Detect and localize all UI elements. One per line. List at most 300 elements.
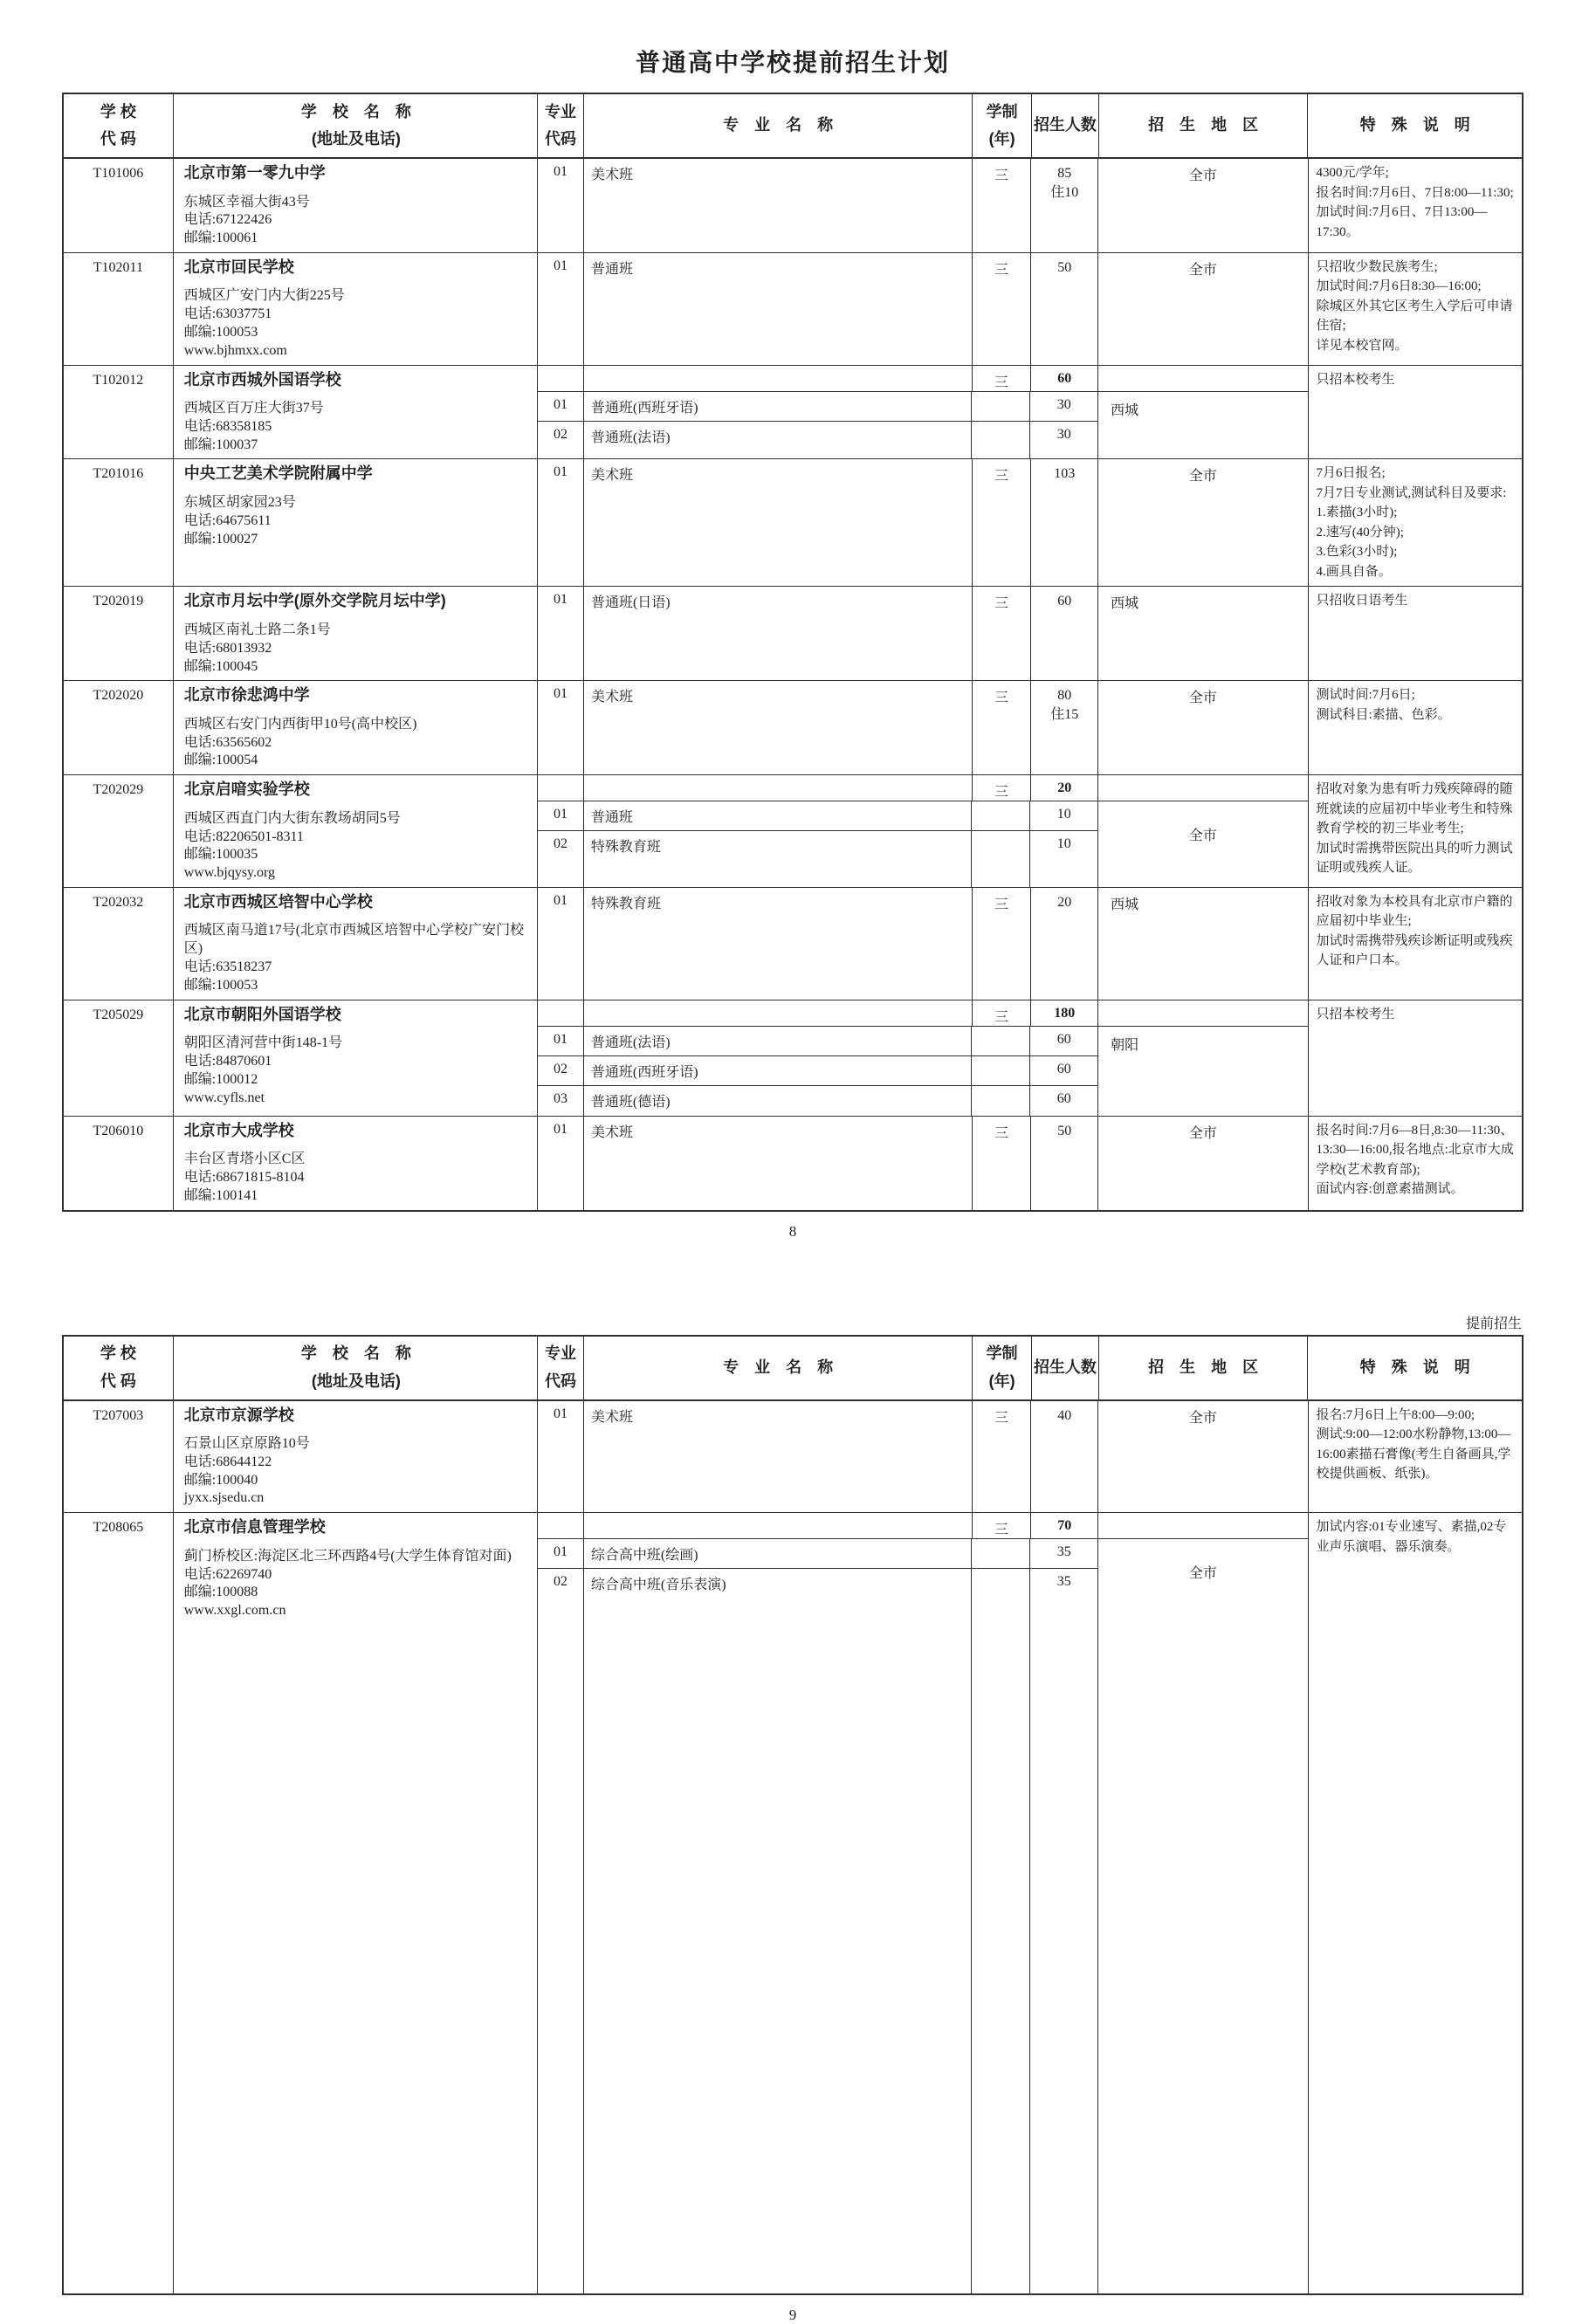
school-address <box>184 287 528 360</box>
header-major-code-label: 专业 <box>545 102 577 120</box>
address-line: 邮编:100045 <box>183 658 258 674</box>
school-name: 中央工艺美术学院附属中学 <box>183 464 373 483</box>
header-school-code <box>64 94 174 157</box>
school-row <box>64 459 1522 587</box>
address-line: 邮编:100040 <box>183 1472 258 1488</box>
enroll-value: 80 <box>1057 688 1072 704</box>
school-row <box>64 159 1522 253</box>
header-major-name <box>584 94 973 157</box>
header-duration-label: 学制 <box>986 102 1018 120</box>
note-line: 测试:9:00—12:00水粉静物,13:00—16:00素描石膏像(考生自备画具,学校提供画板、纸张)。 <box>1316 1427 1511 1482</box>
note-line: 加试时需携带医院出具的听力测试证明或残疾人证。 <box>1316 841 1513 876</box>
header-duration <box>973 94 1032 157</box>
duration-cell <box>972 422 1031 459</box>
address-line: 蓟门桥校区:海淀区北三环西路4号(大学生体育馆对面) <box>183 1548 512 1564</box>
duration-cell: 三 <box>973 1513 1032 1538</box>
region-cell: 全市 <box>1188 1410 1217 1426</box>
school-code: T205029 <box>93 1007 144 1022</box>
duration-cell <box>972 1086 1031 1116</box>
school-row <box>64 1000 1522 1117</box>
address-line: 电话:84870601 <box>183 1053 272 1069</box>
header-major-code-label: 代码 <box>545 1372 577 1390</box>
majors-area <box>538 1117 1308 1210</box>
major-name-cell: 美术班 <box>584 681 973 774</box>
address-line: 邮编:100088 <box>183 1585 258 1600</box>
major-name-cell: 普通班(法语) <box>584 422 972 459</box>
header-region <box>1099 94 1309 157</box>
majors-list <box>538 801 1098 887</box>
duration-cell <box>972 392 1031 421</box>
duration-cell <box>972 1539 1031 1568</box>
header-region-label: 招 生 地 区 <box>1148 116 1259 134</box>
enroll-cell <box>1031 253 1098 365</box>
notes-cell <box>1309 1401 1523 1513</box>
note-line: 报名时间:7月6日、7日8:00—11:30; <box>1316 185 1514 200</box>
note-line: 加试内容:01专业速写、素描,02专业声乐演唱、器乐演奏。 <box>1316 1520 1507 1554</box>
enroll-cell: 60 <box>1056 1061 1071 1076</box>
header-school-name <box>174 94 538 157</box>
note-line: 7月7日专业测试,测试科目及要求: <box>1316 485 1507 500</box>
school-name-cell <box>174 1513 538 2293</box>
school-address <box>184 1435 528 1508</box>
table-header-row <box>64 1337 1522 1401</box>
enroll-value: 住10 <box>1050 184 1079 200</box>
note-line: 加试时间:7月6日8:30—16:00; <box>1316 279 1482 294</box>
notes-cell <box>1309 1000 1523 1116</box>
address-line: 电话:62269740 <box>183 1566 272 1582</box>
school-code-cell <box>64 681 174 774</box>
majors-area <box>538 1000 1308 1116</box>
header-duration <box>973 1337 1032 1399</box>
major-code-cell: 01 <box>538 1401 584 1513</box>
enroll-value: 50 <box>1057 1123 1072 1138</box>
school-code: T202020 <box>93 688 144 704</box>
school-name-cell <box>174 775 538 887</box>
address-line: 邮编:100053 <box>183 977 258 993</box>
address-line: 电话:68671815-8104 <box>183 1169 305 1185</box>
header-major-name <box>584 1337 973 1399</box>
region-cell: 全市 <box>1188 1125 1217 1141</box>
school-name: 北京市朝阳外国语学校 <box>183 1005 341 1023</box>
major-row <box>538 1569 1097 2293</box>
address-line: 邮编:100061 <box>183 230 258 246</box>
duration-cell <box>972 831 1031 887</box>
enroll-cell: 35 <box>1056 1544 1071 1560</box>
school-address <box>184 1151 528 1205</box>
address-line: 电话:63518237 <box>183 959 272 975</box>
page-title: 普通高中学校提前招生计划 <box>635 49 950 76</box>
notes-cell <box>1309 775 1523 887</box>
major-name-cell: 特殊教育班 <box>584 888 973 1000</box>
address-line: www.cyfls.net <box>183 1090 265 1105</box>
region-cell: 全市 <box>1188 168 1217 183</box>
duration-cell: 三 <box>973 587 1032 680</box>
header-major-name-label: 专 业 名 称 <box>723 1358 834 1376</box>
header-special-notes-label: 特 殊 说 明 <box>1359 116 1470 134</box>
majors-sub-area <box>538 1539 1307 2293</box>
school-name: 北京市月坛中学(原外交学院月坛中学) <box>183 592 446 610</box>
note-line: 4300元/学年; <box>1316 166 1389 180</box>
admission-table-page-9 <box>62 1335 1524 2295</box>
address-line: 西城区西直门内大街东教场胡同5号 <box>183 810 401 826</box>
enroll-cell: 10 <box>1056 836 1071 852</box>
major-code-cell: 02 <box>538 831 584 887</box>
address-line: 电话:67122426 <box>183 212 272 228</box>
header-school-name-label: 学 校 名 称 <box>300 102 411 120</box>
major-row <box>538 1539 1097 1569</box>
major-code-cell: 01 <box>538 587 584 680</box>
major-code-cell <box>538 366 584 391</box>
school-code-cell <box>64 253 174 365</box>
major-row <box>538 392 1097 422</box>
school-address <box>184 922 528 994</box>
enroll-total-cell: 20 <box>1031 775 1098 801</box>
note-line: 除城区外其它区考生入学后可申请住宿; <box>1316 299 1513 333</box>
major-row <box>538 1056 1097 1086</box>
header-school-code <box>64 1337 174 1399</box>
header-school-code-label: 学 校 <box>100 102 136 120</box>
majors-area <box>538 159 1308 252</box>
major-code-cell: 01 <box>538 1027 584 1055</box>
note-line: 报名:7月6日上午8:00—9:00; <box>1316 1407 1475 1422</box>
school-address <box>184 1035 528 1107</box>
school-code-cell <box>64 587 174 680</box>
enroll-value: 60 <box>1057 594 1072 609</box>
school-address <box>184 716 528 770</box>
enroll-cell <box>1031 159 1098 252</box>
note-line: 招收对象为患有听力残疾障碍的随班就读的应届初中毕业考生和特殊教育学校的初三毕业考生; <box>1316 782 1513 836</box>
enroll-value: 20 <box>1057 894 1072 910</box>
note-line: 面试内容:创意素描测试。 <box>1316 1182 1464 1197</box>
major-summary-row <box>538 1000 1307 1027</box>
admission-table-page-8 <box>62 93 1524 1212</box>
header-major-code <box>538 94 584 157</box>
major-row <box>538 888 1307 1000</box>
note-line: 2.速写(40分钟); <box>1316 525 1404 540</box>
note-line: 只招收日语考生 <box>1316 594 1408 609</box>
major-name-cell <box>584 1000 973 1026</box>
majors-area <box>538 888 1308 1000</box>
header-duration-label: 学制 <box>986 1344 1018 1363</box>
major-code-cell: 01 <box>538 1117 584 1210</box>
admission-table <box>62 1335 1524 2295</box>
address-line: 朝阳区清河营中街148-1号 <box>183 1035 343 1051</box>
majors-area <box>538 1401 1308 1513</box>
notes-cell <box>1309 587 1523 680</box>
duration-cell <box>972 1569 1031 2293</box>
header-school-name <box>174 1337 538 1399</box>
enroll-cell: 60 <box>1056 1031 1071 1047</box>
major-name-cell: 综合高中班(音乐表演) <box>584 1569 972 2293</box>
major-code-cell: 02 <box>538 422 584 459</box>
note-line: 测试时间:7月6日; <box>1316 688 1415 703</box>
majors-area <box>538 459 1308 586</box>
header-school-code-label: 代 码 <box>100 1372 136 1390</box>
duration-cell: 三 <box>973 1401 1032 1513</box>
school-address <box>184 622 528 676</box>
address-line: 邮编:100037 <box>183 437 258 452</box>
major-row <box>538 253 1307 365</box>
notes-cell <box>1309 888 1523 1000</box>
header-school-name-label: 学 校 名 称 <box>300 1344 411 1363</box>
majors-list <box>538 1027 1098 1116</box>
header-school-name-label: (地址及电话) <box>311 130 401 148</box>
major-name-cell: 美术班 <box>584 1401 973 1513</box>
address-line: www.bjqysy.org <box>183 865 276 881</box>
school-row <box>64 888 1522 1000</box>
note-line: 4.画具自备。 <box>1316 564 1392 579</box>
major-name-cell: 特殊教育班 <box>584 831 972 887</box>
major-code-cell: 03 <box>538 1086 584 1116</box>
major-row <box>538 1027 1097 1056</box>
header-region <box>1099 1337 1309 1399</box>
header-special-notes <box>1308 1337 1522 1399</box>
enroll-value: 40 <box>1057 1407 1072 1423</box>
school-code-cell <box>64 159 174 252</box>
school-address <box>184 400 528 454</box>
major-name-cell <box>584 366 973 391</box>
note-line: 只招收少数民族考生; <box>1316 259 1438 274</box>
majors-area <box>538 587 1308 680</box>
corner-label: 提前招生 <box>1465 1316 1522 1331</box>
school-row <box>64 1117 1522 1210</box>
school-name-cell <box>174 1117 538 1210</box>
school-code: T208065 <box>93 1520 144 1536</box>
school-name-cell <box>174 253 538 365</box>
school-code: T207003 <box>93 1407 144 1423</box>
region-cell: 全市 <box>1188 469 1217 485</box>
school-code-cell <box>64 366 174 459</box>
school-row <box>64 587 1522 681</box>
major-name-cell <box>584 1513 973 1538</box>
note-line: 报名时间:7月6—8日,8:30—11:30、13:30—16:00,报名地点:北京市大成学校(艺术教育部); <box>1316 1123 1514 1177</box>
address-line: 电话:64675611 <box>183 512 272 528</box>
school-name-cell <box>174 159 538 252</box>
duration-cell: 三 <box>973 159 1032 252</box>
enroll-value: 50 <box>1057 259 1072 275</box>
duration-cell: 三 <box>973 775 1032 801</box>
page-number: 8 <box>788 1222 797 1240</box>
major-code-cell <box>538 1513 584 1538</box>
major-row <box>538 1401 1307 1513</box>
enroll-cell <box>1031 587 1098 680</box>
header-major-name-label: 专 业 名 称 <box>723 116 834 134</box>
header-special-notes-label: 特 殊 说 明 <box>1359 1358 1470 1376</box>
address-line: 邮编:100053 <box>183 324 258 340</box>
majors-list <box>538 1539 1098 2293</box>
major-summary-row <box>538 1513 1307 1539</box>
header-school-code-label: 学 校 <box>100 1344 136 1363</box>
school-code: T102011 <box>93 259 143 275</box>
school-code: T202032 <box>93 894 144 910</box>
enroll-cell: 30 <box>1056 396 1071 412</box>
school-name-cell <box>174 587 538 680</box>
school-row <box>64 1513 1522 2293</box>
majors-area <box>538 366 1308 459</box>
major-name-cell: 普通班(西班牙语) <box>584 1056 972 1085</box>
school-code-cell <box>64 1000 174 1116</box>
notes-cell <box>1309 1117 1523 1210</box>
header-special-notes <box>1308 94 1522 157</box>
major-row <box>538 1086 1097 1116</box>
notes-cell <box>1309 459 1523 586</box>
note-line: 招收对象为本校具有北京市户籍的应届初中毕业生; <box>1316 894 1513 929</box>
school-name-cell <box>174 681 538 774</box>
school-name: 北京市第一零九中学 <box>183 164 326 182</box>
address-line: 邮编:100012 <box>183 1071 258 1087</box>
notes-cell <box>1309 681 1523 774</box>
majors-area <box>538 775 1308 887</box>
address-line: 西城区南马道17号(北京市西城区培智中心学校广安门校区) <box>183 923 525 957</box>
enroll-cell: 10 <box>1056 807 1071 822</box>
note-line: 7月6日报名; <box>1316 466 1386 481</box>
region-merged-cell: 朝阳 <box>1111 1037 1139 1053</box>
school-code-cell <box>64 1117 174 1210</box>
document-sheet <box>62 0 1524 2324</box>
enroll-value: 103 <box>1054 466 1076 482</box>
school-name: 北京市京源学校 <box>183 1406 294 1424</box>
address-line: 邮编:100035 <box>183 847 258 863</box>
address-line: 电话:68644122 <box>183 1454 272 1469</box>
duration-cell: 三 <box>973 253 1032 365</box>
school-code-cell <box>64 1401 174 1513</box>
majors-sub-area <box>538 1027 1307 1116</box>
school-name: 北京市西城区培智中心学校 <box>183 892 373 911</box>
major-name-cell: 普通班 <box>584 801 972 830</box>
major-name-cell: 普通班(法语) <box>584 1027 972 1055</box>
school-code: T202029 <box>93 782 144 798</box>
major-summary-row <box>538 366 1307 392</box>
region-cell: 西城 <box>1111 596 1139 612</box>
admission-table <box>62 93 1524 1212</box>
header-duration-label: (年) <box>988 130 1015 148</box>
header-school-name-label: (地址及电话) <box>311 1372 401 1390</box>
duration-cell <box>972 1056 1031 1085</box>
school-address <box>184 194 528 248</box>
majors-area <box>538 253 1308 365</box>
address-line: 邮编:100027 <box>183 531 258 547</box>
address-line: 西城区右安门内西街甲10号(高中校区) <box>183 716 417 732</box>
major-name-cell: 普通班(西班牙语) <box>584 392 972 421</box>
school-address <box>184 810 528 883</box>
major-row <box>538 831 1097 887</box>
major-name-cell: 普通班(日语) <box>584 587 973 680</box>
school-code: T101006 <box>93 166 144 181</box>
school-code: T102012 <box>93 372 144 388</box>
school-code: T206010 <box>93 1123 144 1138</box>
region-merged-cell: 西城 <box>1111 402 1139 418</box>
school-name: 北京市大成学校 <box>183 1121 294 1139</box>
duration-cell: 三 <box>973 1117 1032 1210</box>
enroll-total-cell: 180 <box>1031 1000 1098 1026</box>
major-code-cell: 01 <box>538 888 584 1000</box>
majors-sub-area <box>538 392 1307 459</box>
major-row <box>538 1117 1307 1210</box>
address-line: 电话:68358185 <box>183 418 272 434</box>
major-code-cell: 01 <box>538 1539 584 1568</box>
note-line: 3.色彩(3小时); <box>1316 545 1398 560</box>
school-code-cell <box>64 775 174 887</box>
majors-sub-area <box>538 801 1307 887</box>
enroll-total-cell: 60 <box>1031 366 1098 391</box>
address-line: 丰台区青塔小区C区 <box>183 1152 306 1167</box>
school-name-cell <box>174 1401 538 1513</box>
school-code-cell <box>64 888 174 1000</box>
note-line: 加试时需携带残疾诊断证明或残疾人证和户口本。 <box>1316 933 1513 968</box>
region-cell: 西城 <box>1111 897 1139 912</box>
enroll-cell <box>1031 1117 1098 1210</box>
note-line: 测试科目:素描、色彩。 <box>1316 707 1451 722</box>
major-name-cell: 美术班 <box>584 159 973 252</box>
enroll-cell <box>1031 459 1098 586</box>
majors-list <box>538 392 1098 459</box>
major-row <box>538 159 1307 252</box>
school-row <box>64 775 1522 888</box>
header-major-code-label: 专业 <box>545 1344 577 1363</box>
major-row <box>538 422 1097 459</box>
address-line: 西城区广安门内大街225号 <box>183 288 345 304</box>
duration-cell <box>972 1027 1031 1055</box>
table-header-row <box>64 94 1522 159</box>
major-code-cell: 02 <box>538 1569 584 2293</box>
duration-cell: 三 <box>973 681 1032 774</box>
enroll-cell: 35 <box>1056 1574 1071 1590</box>
header-enroll-count-label: 招生人数 <box>1033 1358 1097 1376</box>
address-line: 电话:68013932 <box>183 640 272 656</box>
duration-cell: 三 <box>973 459 1032 586</box>
address-line: 东城区胡家园23号 <box>183 494 296 510</box>
header-enroll-count <box>1032 94 1099 157</box>
header-school-code-label: 代 码 <box>100 130 136 148</box>
school-name: 北京市西城外国语学校 <box>183 370 341 388</box>
school-name-cell <box>174 366 538 459</box>
school-name: 北京市回民学校 <box>183 258 294 276</box>
major-code-cell <box>538 1000 584 1026</box>
majors-area <box>538 1513 1308 2293</box>
major-row <box>538 801 1097 831</box>
enroll-cell: 30 <box>1056 426 1071 442</box>
note-line: 只招本校考生 <box>1316 1007 1395 1021</box>
major-code-cell: 02 <box>538 1056 584 1085</box>
major-name-cell: 综合高中班(绘画) <box>584 1539 972 1568</box>
address-line: 电话:63565602 <box>183 734 272 750</box>
school-row <box>64 1401 1522 1514</box>
header-major-code-label: 代码 <box>545 130 577 148</box>
school-address <box>184 494 528 548</box>
major-code-cell: 01 <box>538 159 584 252</box>
school-row <box>64 681 1522 775</box>
school-row <box>64 253 1522 366</box>
major-code-cell: 01 <box>538 681 584 774</box>
major-summary-row <box>538 775 1307 801</box>
note-line: 加试时间:7月6日、7日13:00—17:30。 <box>1316 205 1488 239</box>
duration-cell: 三 <box>973 888 1032 1000</box>
major-name-cell: 普通班(德语) <box>584 1086 972 1116</box>
school-address <box>184 1548 528 1620</box>
major-row <box>538 681 1307 774</box>
major-code-cell: 01 <box>538 392 584 421</box>
region-cell <box>1098 775 1307 801</box>
duration-cell <box>972 801 1031 830</box>
school-code-cell <box>64 1513 174 2293</box>
address-line: 东城区幸福大街43号 <box>183 194 310 210</box>
address-line: 西城区南礼士路二条1号 <box>183 622 331 637</box>
region-cell <box>1098 1000 1307 1026</box>
major-code-cell <box>538 775 584 801</box>
enroll-total-cell: 70 <box>1031 1513 1098 1538</box>
enroll-value: 85 <box>1057 166 1072 181</box>
school-name-cell <box>174 888 538 1000</box>
